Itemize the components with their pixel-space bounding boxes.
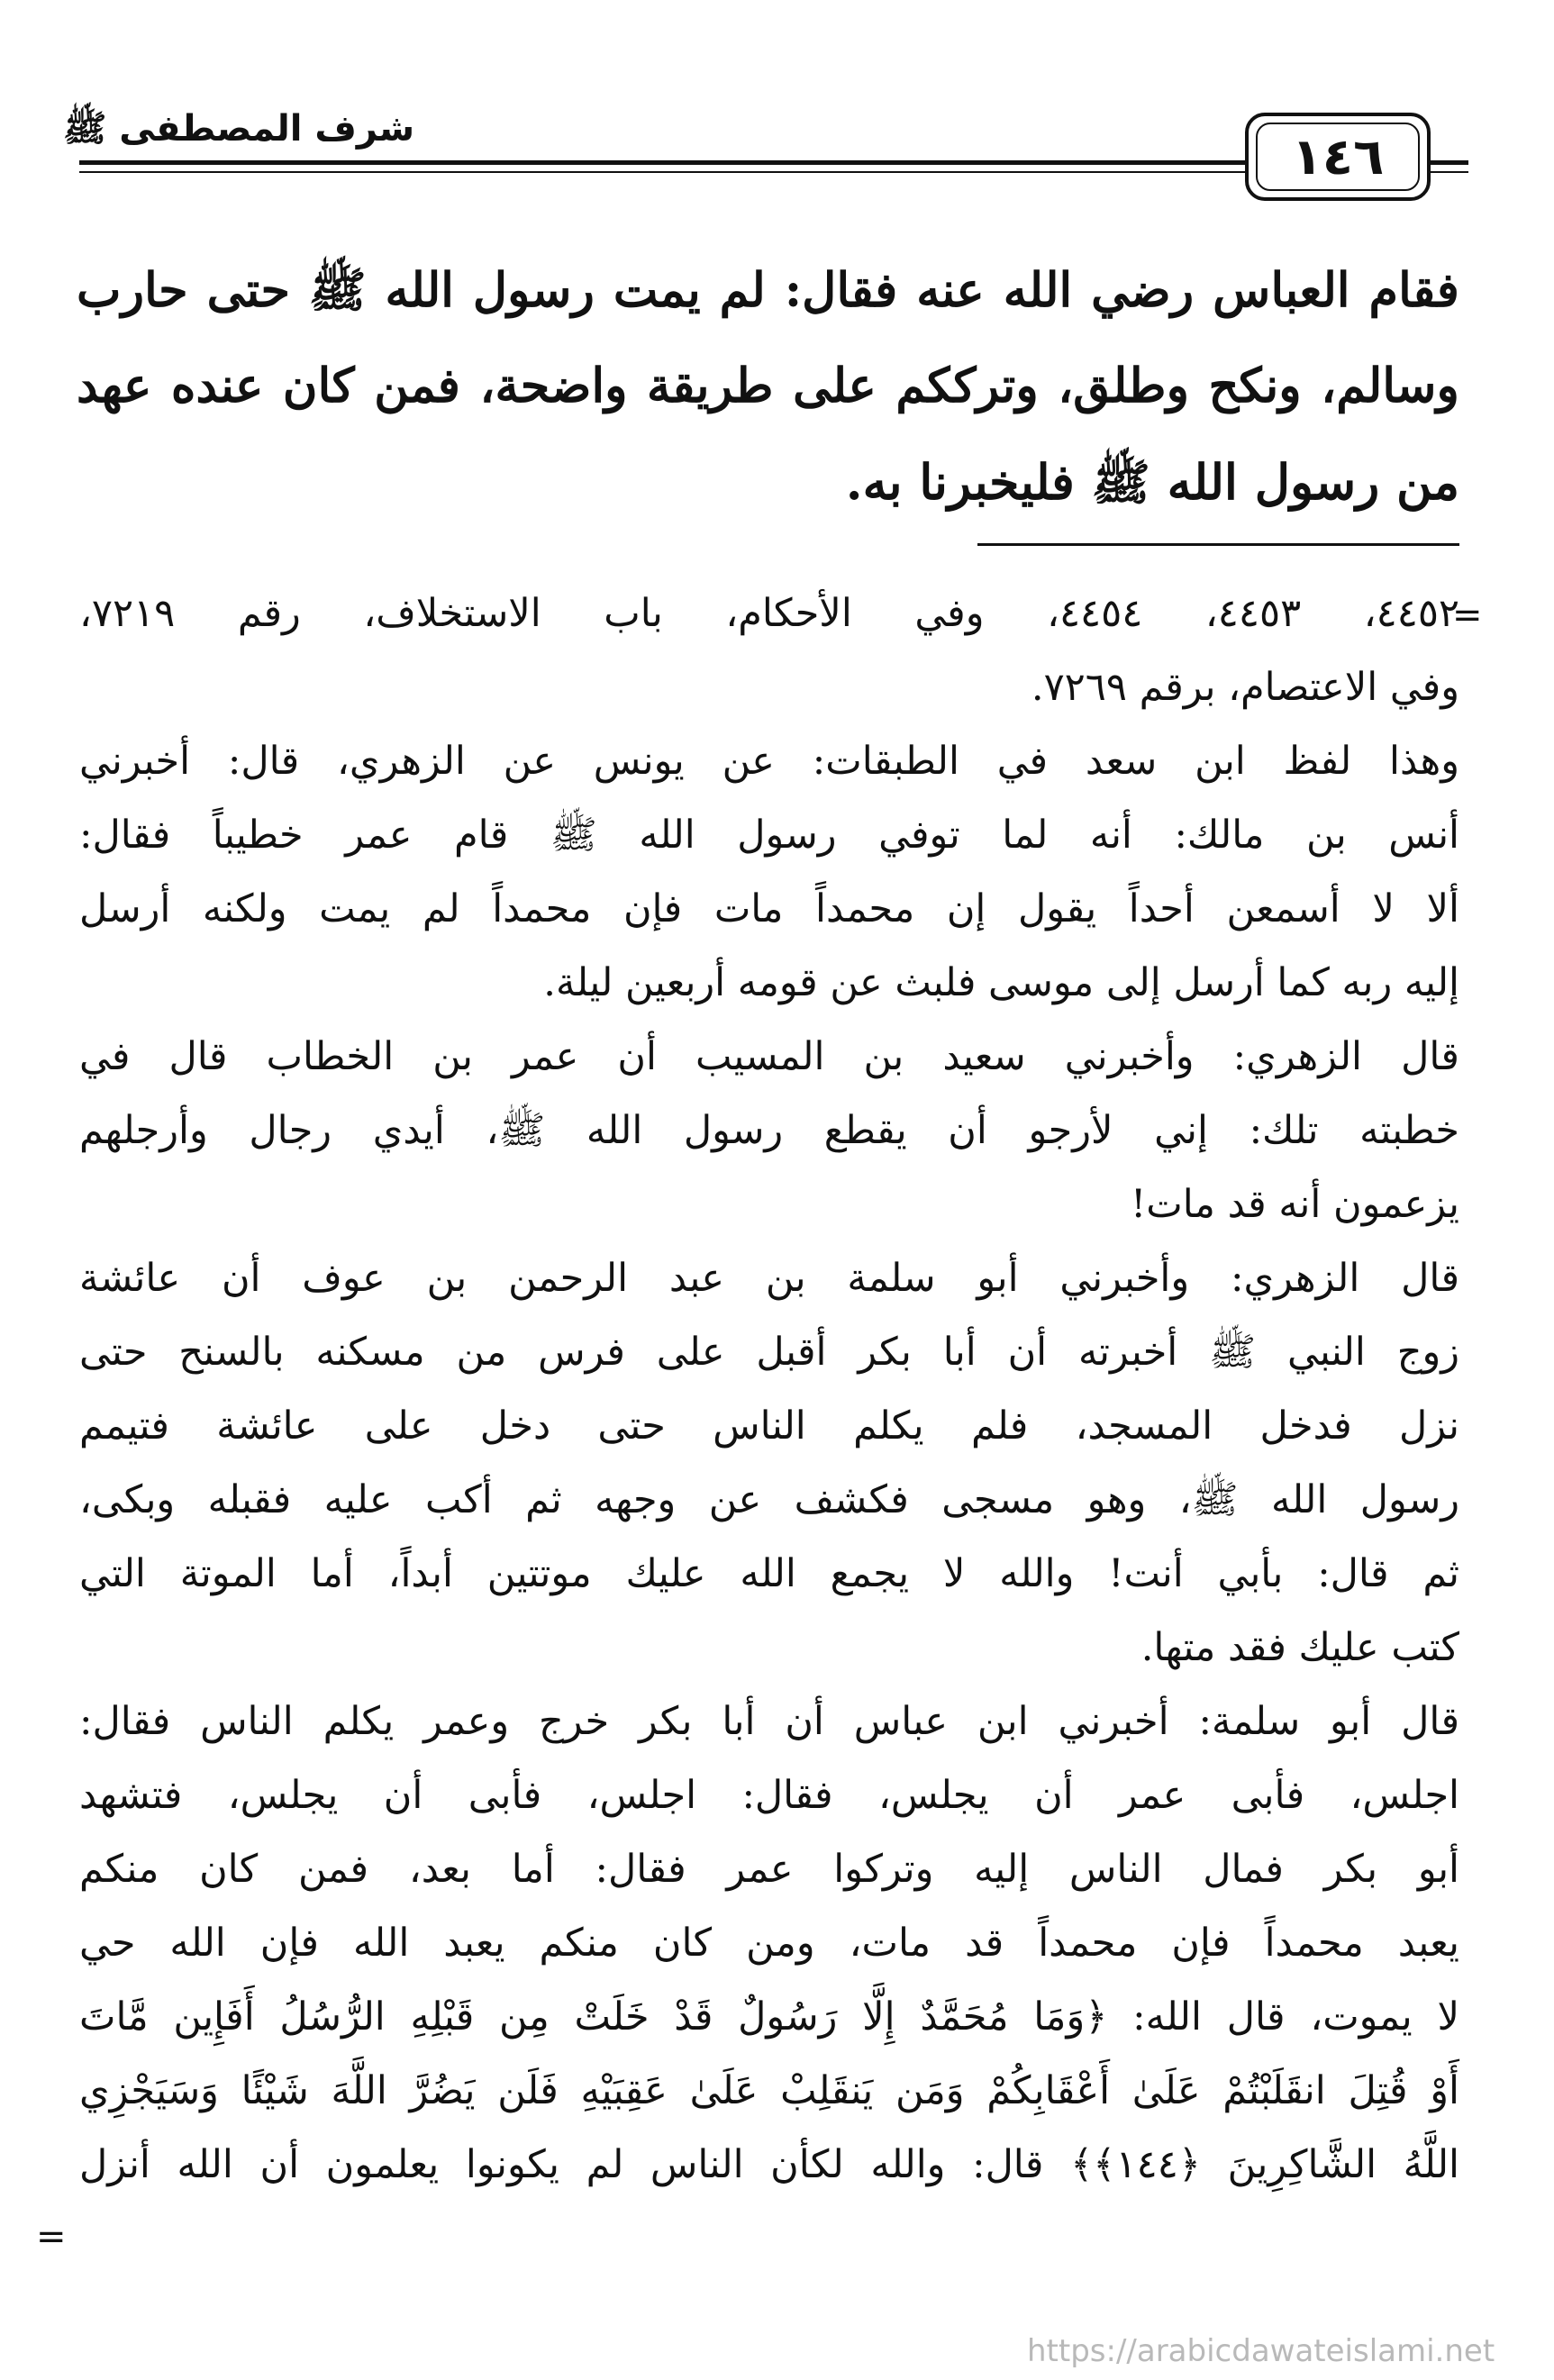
header-rule-thick <box>79 160 1250 165</box>
main-text-line: فقام العباس رضي الله عنه فقال: لم يمت رسول الله ﷺ حتى حارب <box>77 263 1459 318</box>
running-title: شرف المصطفى ﷺ <box>63 108 415 150</box>
footnote-line: زوج النبي ﷺ أخبرته أن أبا بكر أقبل على فرس من مسكنه بالسنح حتى <box>79 1330 1459 1375</box>
footnote-line: أنس بن مالك: أنه لما توفي رسول الله ﷺ قام عمر خطيباً فقال: <box>79 813 1459 858</box>
footnote-line: قال الزهري: وأخبرني سعيد بن المسيب أن عمر بن الخطاب قال في <box>79 1034 1459 1079</box>
footnote-line: أَوْ قُتِلَ انقَلَبْتُمْ عَلَىٰ أَعْقَابِكُمْ وَمَن يَنقَلِبْ عَلَىٰ عَقِبَيْهِ فَلَن يَضُرَّ اللَّهَ شَيْئًا وَسَيَجْزِي <box>79 2068 1459 2113</box>
footnote-line: اجلس، فأبى عمر أن يجلس، فقال: اجلس، فأبى أن يجلس، فتشهد <box>79 1773 1459 1818</box>
footnote-line: وفي الاعتصام، برقم ٧٢٦٩. <box>1031 665 1459 710</box>
footnote-line: ٤٤٥٢، ٤٤٥٣، ٤٤٥٤، وفي الأحكام، باب الاستخلاف، رقم ٧٢١٩، <box>79 591 1460 636</box>
footnote-line: إليه ربه كما أرسل إلى موسى فلبث عن قومه أربعين ليلة. <box>543 960 1459 1005</box>
header-rule-right-thin <box>1428 171 1468 173</box>
footnote-line: قال أبو سلمة: أخبرني ابن عباس أن أبا بكر خرج وعمر يكلم الناس فقال: <box>79 1699 1459 1744</box>
watermark: https://arabicdawateislami.net <box>1027 2333 1495 2369</box>
main-text <box>77 243 1459 530</box>
header-rule-right-thick <box>1428 160 1468 165</box>
footnote-line: خطبته تلك: إني لأرجو أن يقطع رسول الله ﷺ، أيدي رجال وأرجلهم <box>79 1108 1459 1153</box>
footnote-line: ألا لا أسمعن أحداً يقول إن محمداً مات فإن محمداً لم يمت ولكنه أرسل <box>79 886 1459 931</box>
footnote-line: نزل فدخل المسجد، فلم يكلم الناس حتى دخل على عائشة فتيمم <box>79 1403 1459 1449</box>
footnote-line: اللَّهُ الشَّاكِرِينَ ﴿١٤٤﴾﴾ قال: والله لكأن الناس لم يكونوا يعلمون أن الله أنزل <box>79 2142 1460 2187</box>
footnote-line: يزعمون أنه قد مات! <box>1131 1182 1459 1227</box>
footnotes <box>79 577 1459 2202</box>
footnote-separator <box>977 543 1459 546</box>
footnote-line: قال الزهري: وأخبرني أبو سلمة بن عبد الرحمن بن عوف أن عائشة <box>79 1256 1459 1301</box>
footnote-line: لا يموت، قال الله: ﴿وَمَا مُحَمَّدٌ إِلَّا رَسُولٌ قَدْ خَلَتْ مِن قَبْلِهِ الرُّسُلُ أَفَإِين مَّاتَ <box>79 1994 1459 2039</box>
main-text-line: من رسول الله ﷺ فليخبرنا به. <box>845 453 1459 511</box>
footnote-line: يعبد محمداً فإن محمداً قد مات، ومن كان منكم يعبد الله فإن الله حي <box>79 1921 1459 1966</box>
footnote-line: كتب عليك فقد متها. <box>1141 1625 1459 1670</box>
continuation-mark-bottom: = <box>36 2216 67 2257</box>
footnote-line: وهذا لفظ ابن سعد في الطبقات: عن يونس عن الزهري، قال: أخبرني <box>79 739 1459 784</box>
header-rule-thin <box>79 171 1250 173</box>
footnote-line: ثم قال: بأبي أنت! والله لا يجمع الله عليك موتتين أبداً، أما الموتة التي <box>79 1551 1459 1596</box>
footnote-line: أبو بكر فمال الناس إليه وتركوا عمر فقال: أما بعد، فمن كان منكم <box>79 1847 1459 1892</box>
continuation-mark-top: = <box>1452 595 1483 636</box>
main-text-line: وسالم، ونكح وطلق، وترككم على طريقة واضحة، فمن كان عنده عهد <box>77 359 1459 413</box>
footnote-line: رسول الله ﷺ، وهو مسجى فكشف عن وجهه ثم أكب عليه فقبله وبكى، <box>79 1477 1459 1522</box>
page-number: ١٤٦ <box>1256 123 1420 191</box>
